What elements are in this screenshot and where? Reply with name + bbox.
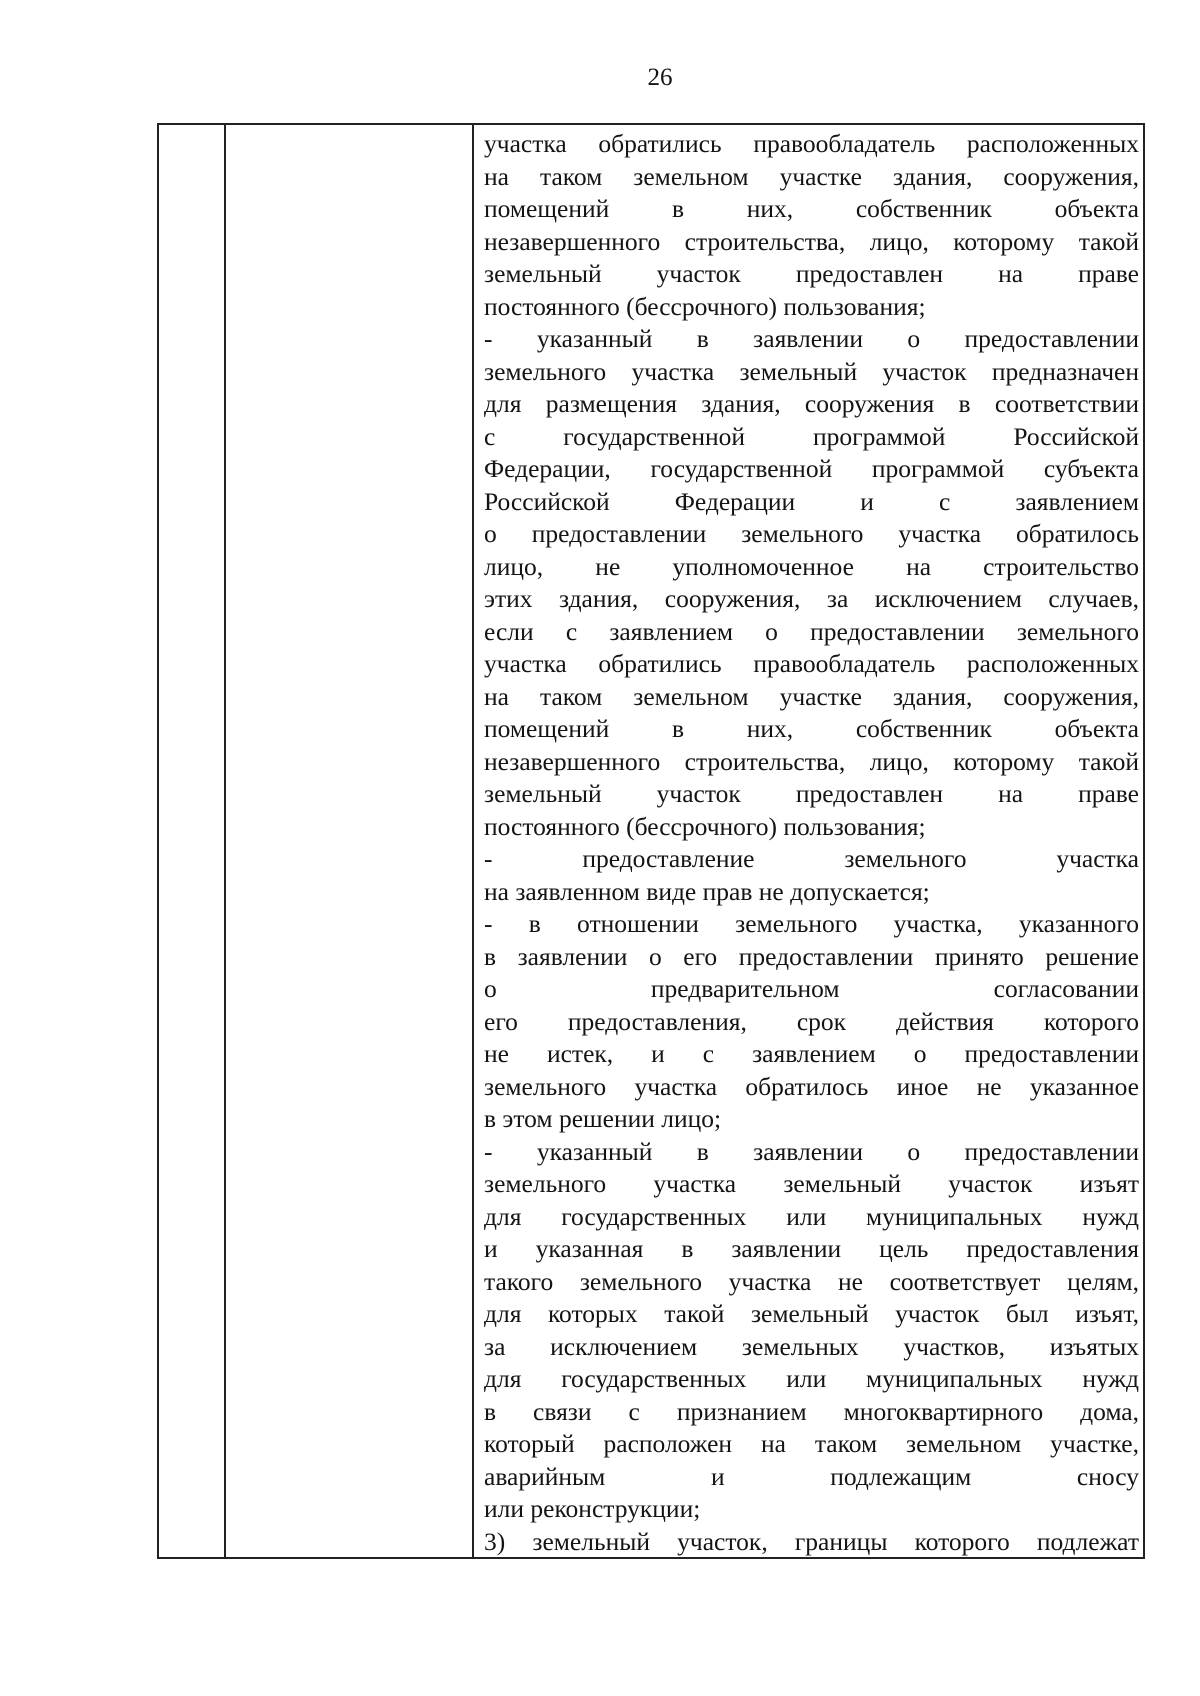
text-line: этих здания, сооружения, за исключением случаев,: [484, 584, 1139, 613]
text-line: помещений в них, собственник объекта: [484, 714, 1139, 743]
text-line: его предоставления, срок действия которого: [484, 1006, 1139, 1036]
text-line: 3) земельный участок, границы которого подлежат: [484, 1526, 1139, 1556]
text-line: - предоставление земельного участка: [484, 844, 1139, 873]
text-line: постоянного (бессрочного) пользования;: [484, 291, 926, 321]
document-table: [157, 123, 1145, 1559]
text-line: земельный участок предоставлен на праве: [484, 259, 1139, 288]
text-line: лицо, не уполномоченное на строительство: [484, 551, 1139, 581]
text-line: незавершенного строительства, лицо, которому такой: [484, 226, 1139, 256]
text-line: земельный участок предоставлен на праве: [484, 779, 1139, 808]
text-line: для которых такой земельный участок был изъят,: [484, 1299, 1139, 1328]
text-line: - указанный в заявлении о предоставлении: [484, 324, 1139, 353]
text-line: Федерации, государственной программой субъекта: [484, 454, 1139, 483]
text-line: или реконструкции;: [484, 1494, 701, 1523]
text-line: в связи с признанием многоквартирного дома,: [484, 1396, 1139, 1426]
column-divider-1: [224, 125, 226, 1557]
text-line: на таком земельном участке здания, сооружения,: [484, 161, 1139, 191]
text-line: земельного участка земельный участок предназначен: [484, 356, 1139, 386]
text-line: Российской Федерации и с заявлением: [484, 486, 1139, 516]
text-line: для государственных или муниципальных нужд: [484, 1201, 1139, 1231]
text-line: на заявленном виде прав не допускается;: [484, 876, 930, 906]
page-number: 26: [647, 64, 673, 91]
text-line: земельного участка обратилось иное не указанное: [484, 1071, 1139, 1101]
text-line: в заявлении о его предоставлении принято решение: [484, 941, 1139, 971]
text-line: участка обратились правообладатель расположенных: [484, 649, 1139, 678]
text-line: земельного участка земельный участок изъят: [484, 1169, 1139, 1198]
text-line: участка обратились правообладатель расположенных: [484, 129, 1139, 158]
text-line: с государственной программой Российской: [484, 421, 1139, 451]
text-line: - в отношении земельного участка, указанного: [484, 909, 1139, 938]
text-line: который расположен на таком земельном участке,: [484, 1429, 1139, 1458]
text-line: - указанный в заявлении о предоставлении: [484, 1136, 1139, 1166]
text-line: не истек, и с заявлением о предоставлении: [484, 1039, 1139, 1068]
text-line: и указанная в заявлении цель предоставления: [484, 1234, 1139, 1263]
text-cell: [484, 128, 1139, 1558]
text-line: за исключением земельных участков, изъятых: [484, 1331, 1139, 1361]
text-line: если с заявлением о предоставлении земельного: [484, 616, 1139, 646]
text-line: на таком земельном участке здания, сооружения,: [484, 681, 1139, 711]
text-line: такого земельного участка не соответствует целям,: [484, 1266, 1139, 1296]
text-line: о предварительном согласовании: [484, 974, 1139, 1003]
text-line: незавершенного строительства, лицо, которому такой: [484, 746, 1139, 776]
text-line: для государственных или муниципальных нужд: [484, 1364, 1139, 1393]
text-line: в этом решении лицо;: [484, 1104, 722, 1133]
text-line: о предоставлении земельного участка обратилось: [484, 519, 1139, 548]
text-line: постоянного (бессрочного) пользования;: [484, 811, 926, 841]
column-divider-2: [472, 125, 474, 1557]
text-line: для размещения здания, сооружения в соответствии: [484, 389, 1139, 418]
text-line: аварийным и подлежащим сносу: [484, 1461, 1139, 1491]
text-line: помещений в них, собственник объекта: [484, 194, 1139, 223]
